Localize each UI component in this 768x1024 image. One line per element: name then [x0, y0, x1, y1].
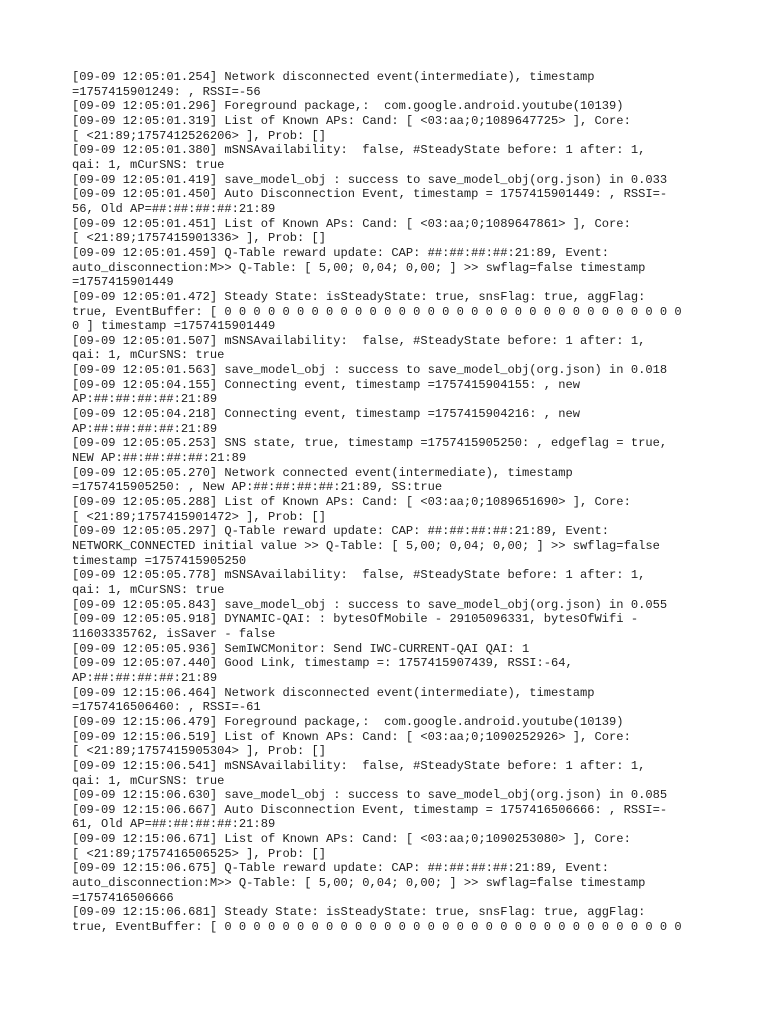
- log-line: true, EventBuffer: [ 0 0 0 0 0 0 0 0 0 0 0 0 0 0 0 0 0 0 0 0 0 0 0 0 0 0 0 0 0 0 0 0: [72, 304, 682, 319]
- log-line: [09-09 12:05:01.459] Q-Table reward update: CAP: ##:##:##:##:21:89, Event:: [72, 245, 610, 260]
- log-line: [09-09 12:05:05.778] mSNSAvailability: false, #SteadyState before: 1 after: 1,: [72, 568, 646, 583]
- log-line: AP:##:##:##:##:21:89: [72, 421, 218, 436]
- log-line: [09-09 12:05:04.155] Connecting event, timestamp =1757415904155: , new: [72, 377, 581, 392]
- log-line: =1757415901449: [72, 275, 174, 290]
- log-line: true, EventBuffer: [ 0 0 0 0 0 0 0 0 0 0 0 0 0 0 0 0 0 0 0 0 0 0 0 0 0 0 0 0 0 0 0 0: [72, 920, 682, 935]
- log-line: [09-09 12:05:01.254] Network disconnected event(intermediate), timestamp: [72, 70, 595, 84]
- log-line: [09-09 12:15:06.671] List of Known APs: Cand: [ <03:aa;0;1090253080> ], Core:: [72, 832, 631, 847]
- log-line: [09-09 12:05:05.918] DYNAMIC-QAI: : bytesOfMobile - 29105096331, bytesOfWifi -: [72, 612, 639, 627]
- log-line: [09-09 12:15:06.519] List of Known APs: Cand: [ <03:aa;0;1090252926> ], Core:: [72, 729, 631, 744]
- log-line: [09-09 12:05:01.296] Foreground package,: com.google.android.youtube(10139): [72, 99, 624, 114]
- log-line: auto_disconnection:M>> Q-Table: [ 5,00; 0,04; 0,00; ] >> swflag=false timestamp: [72, 260, 646, 275]
- log-line: 0 ] timestamp =1757415901449: [72, 319, 276, 334]
- log-line: 56, Old AP=##:##:##:##:21:89: [72, 201, 276, 216]
- log-line: [ <21:89;1757415905304> ], Prob: []: [72, 744, 327, 759]
- log-line: NETWORK_CONNECTED initial value >> Q-Table: [ 5,00; 0,04; 0,00; ] >> swflag=false: [72, 539, 660, 553]
- log-line: [ <21:89;1757416506525> ], Prob: []: [72, 846, 327, 861]
- log-line: [09-09 12:15:06.479] Foreground package,: com.google.android.youtube(10139): [72, 714, 624, 729]
- log-line: =1757416506666: [72, 890, 174, 905]
- log-line: [09-09 12:05:05.297] Q-Table reward update: CAP: ##:##:##:##:21:89, Event:: [72, 524, 610, 539]
- log-line: auto_disconnection:M>> Q-Table: [ 5,00; 0,04; 0,00; ] >> swflag=false timestamp: [72, 876, 646, 891]
- log-line: [09-09 12:05:05.843] save_model_obj : success to save_model_obj(org.json) in 0.055: [72, 597, 668, 612]
- log-line: [09-09 12:05:01.472] Steady State: isSteadyState: true, snsFlag: true, aggFlag:: [72, 289, 646, 304]
- log-line: [09-09 12:05:01.507] mSNSAvailability: false, #SteadyState before: 1 after: 1,: [72, 333, 646, 348]
- log-line: [09-09 12:05:01.380] mSNSAvailability: false, #SteadyState before: 1 after: 1,: [72, 143, 646, 158]
- log-line: [09-09 12:15:06.464] Network disconnected event(intermediate), timestamp: [72, 685, 595, 700]
- log-line: [09-09 12:05:07.440] Good Link, timestamp =: 1757415907439, RSSI:-64,: [72, 656, 573, 671]
- log-line: qai: 1, mCurSNS: true: [72, 582, 225, 597]
- log-line: [09-09 12:05:04.218] Connecting event, timestamp =1757415904216: , new: [72, 407, 581, 422]
- log-line: [09-09 12:05:01.451] List of Known APs: Cand: [ <03:aa;0;1089647861> ], Core:: [72, 216, 631, 231]
- log-line: [ <21:89;1757415901472> ], Prob: []: [72, 509, 327, 524]
- log-line: AP:##:##:##:##:21:89: [72, 392, 218, 407]
- log-line: [ <21:89;1757415901336> ], Prob: []: [72, 231, 327, 246]
- log-line: [09-09 12:05:01.419] save_model_obj : success to save_model_obj(org.json) in 0.033: [72, 172, 668, 187]
- log-line: =1757415901249: , RSSI=-56: [72, 84, 261, 99]
- log-line: =1757415905250: , New AP:##:##:##:##:21:89, SS:true: [72, 480, 443, 495]
- log-line: [09-09 12:05:05.270] Network connected event(intermediate), timestamp: [72, 465, 573, 480]
- log-text-block: [72, 70, 712, 935]
- log-line: [09-09 12:05:01.319] List of Known APs: Cand: [ <03:aa;0;1089647725> ], Core:: [72, 113, 631, 128]
- log-line: [09-09 12:15:06.667] Auto Disconnection Event, timestamp = 1757416506666: , RSSI=-: [72, 802, 668, 817]
- log-line: NEW AP:##:##:##:##:21:89: [72, 451, 247, 466]
- log-line: qai: 1, mCurSNS: true: [72, 157, 225, 172]
- log-line: [09-09 12:05:01.450] Auto Disconnection Event, timestamp = 1757415901449: , RSSI=-: [72, 187, 668, 202]
- log-line: =1757416506460: , RSSI=-61: [72, 700, 261, 715]
- log-line: [09-09 12:05:05.936] SemIWCMonitor: Send IWC-CURRENT-QAI QAI: 1: [72, 641, 530, 656]
- log-line: [09-09 12:05:05.288] List of Known APs: Cand: [ <03:aa;0;1089651690> ], Core:: [72, 495, 631, 510]
- log-line: [ <21:89;1757412526206> ], Prob: []: [72, 128, 327, 143]
- log-line: [09-09 12:05:01.563] save_model_obj : success to save_model_obj(org.json) in 0.018: [72, 363, 668, 378]
- log-line: [09-09 12:15:06.541] mSNSAvailability: false, #SteadyState before: 1 after: 1,: [72, 758, 646, 773]
- log-line: 11603335762, isSaver - false: [72, 626, 276, 641]
- log-line: [09-09 12:05:05.253] SNS state, true, timestamp =1757415905250: , edgeflag = true,: [72, 436, 668, 451]
- log-line: [09-09 12:15:06.681] Steady State: isSteadyState: true, snsFlag: true, aggFlag:: [72, 905, 646, 920]
- log-line: AP:##:##:##:##:21:89: [72, 670, 218, 685]
- log-line: [09-09 12:15:06.675] Q-Table reward update: CAP: ##:##:##:##:21:89, Event:: [72, 861, 610, 876]
- log-line: qai: 1, mCurSNS: true: [72, 773, 225, 788]
- log-line: [09-09 12:15:06.630] save_model_obj : success to save_model_obj(org.json) in 0.085: [72, 788, 668, 803]
- log-line: 61, Old AP=##:##:##:##:21:89: [72, 817, 276, 832]
- log-line: timestamp =1757415905250: [72, 553, 247, 568]
- log-line: qai: 1, mCurSNS: true: [72, 348, 225, 363]
